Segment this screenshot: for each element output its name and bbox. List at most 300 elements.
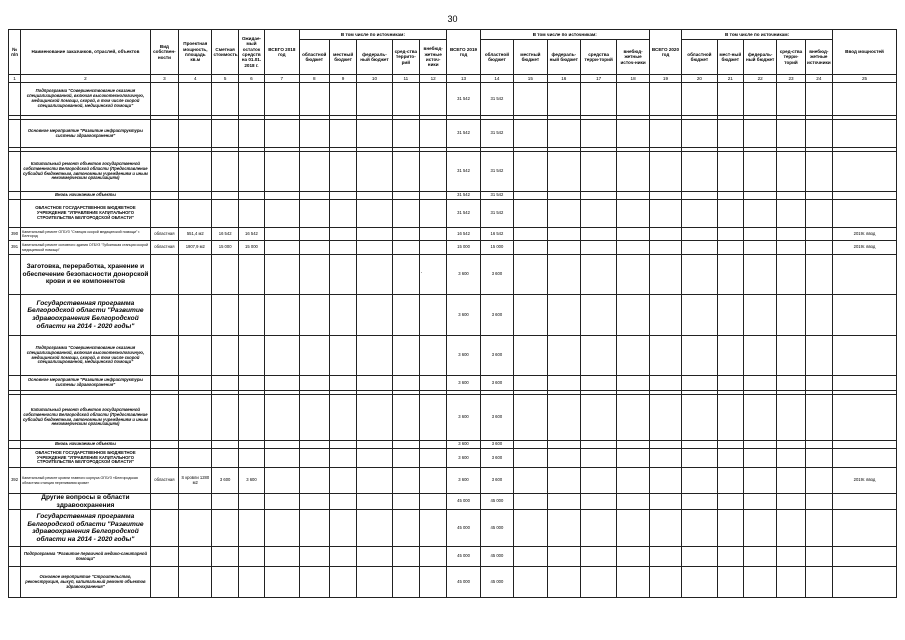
estimate-cost: 16 542 [212, 228, 238, 241]
estimate-cost: 3 600 [212, 468, 238, 494]
source-2018 [420, 567, 447, 598]
source-2020 [805, 295, 832, 336]
row-name: Государственная программа Белгородской области "Развитие здравоохранения Белгородской области на 2014 - 2020 годы" [21, 510, 151, 547]
source-2019 [580, 510, 616, 547]
row-number [9, 449, 21, 468]
source-2019 [547, 228, 580, 241]
row-number [9, 192, 21, 200]
commission [833, 255, 897, 295]
header-src: местный бюджет [329, 40, 356, 75]
ownership-type [150, 255, 178, 295]
ownership-type [150, 376, 178, 391]
capacity: 551,4 м2 [179, 228, 212, 241]
source-2020 [777, 395, 805, 441]
total-2018 [265, 152, 299, 192]
source-2018 [329, 241, 356, 255]
source-2018 [392, 192, 419, 200]
total-2018 [265, 295, 299, 336]
source-2018 [357, 200, 392, 228]
row-name: Заготовка, переработка, хранение и обеспечение безопасности донорской крови и ее компонентов [21, 255, 151, 295]
total-2019: 3 600 [447, 295, 480, 336]
source-2020 [682, 228, 717, 241]
header-src: внебюд-жетные источники [805, 40, 832, 75]
col-number: 20 [682, 75, 717, 83]
col-number: 15 [514, 75, 547, 83]
column-number-row [9, 75, 897, 83]
source-2018 [299, 395, 329, 441]
source-2018 [392, 228, 419, 241]
col-number: 12 [420, 75, 447, 83]
source-2018 [420, 336, 447, 376]
source-2018 [329, 441, 356, 449]
source-2020 [682, 200, 717, 228]
source-2018 [299, 510, 329, 547]
estimate-cost [212, 547, 238, 567]
source-2018 [357, 468, 392, 494]
commission [833, 336, 897, 376]
regional-budget-2019: 16 542 [480, 228, 513, 241]
estimate-cost [212, 510, 238, 547]
source-2018 [299, 567, 329, 598]
col-number: 1 [9, 75, 21, 83]
source-2019 [514, 441, 547, 449]
source-2018 [420, 494, 447, 510]
source-2018 [299, 468, 329, 494]
source-2018 [420, 468, 447, 494]
source-2018 [420, 152, 447, 192]
source-2020 [777, 295, 805, 336]
source-2018 [392, 83, 419, 116]
source-2020 [805, 494, 832, 510]
source-2020 [805, 395, 832, 441]
regional-budget-2019: 45 000 [480, 547, 513, 567]
header-sources-2018: В том числе по источникам: [299, 30, 447, 40]
source-2019 [514, 192, 547, 200]
total-2018 [265, 547, 299, 567]
source-2019 [547, 567, 580, 598]
row-name: ОБЛАСТНОЕ ГОСУДАРСТВЕННОЕ БЮДЖЕТНОЕ УЧРЕЖДЕНИЕ "УПРАВЛЕНИЕ КАПИТАЛЬНОГО СТРОИТЕЛЬСТВА БЕЛГОРОДСКОЙ ОБЛАСТИ" [21, 200, 151, 228]
col-number: 25 [833, 75, 897, 83]
estimate-cost [212, 192, 238, 200]
source-2018 [299, 120, 329, 148]
total-2018 [265, 200, 299, 228]
source-2018 [392, 468, 419, 494]
row-number [9, 120, 21, 148]
regional-budget-2019: 31 542 [480, 192, 513, 200]
estimate-cost [212, 494, 238, 510]
source-2019 [617, 449, 649, 468]
source-2019 [617, 200, 649, 228]
source-2019 [580, 255, 616, 295]
source-2020 [777, 567, 805, 598]
regional-budget-2019: 3 600 [480, 295, 513, 336]
source-2018 [357, 192, 392, 200]
source-2019 [580, 336, 616, 376]
source-2018 [329, 510, 356, 547]
source-2018 [329, 468, 356, 494]
source-2018 [329, 83, 356, 116]
header-src: сред-ства террито-рий [392, 40, 419, 75]
regional-budget-2019: 3 600 [480, 395, 513, 441]
source-2019 [547, 295, 580, 336]
col-number: 4 [179, 75, 212, 83]
remainder [238, 295, 264, 336]
source-2020 [777, 83, 805, 116]
total-2019: 3 600 [447, 395, 480, 441]
commission: 2019г. ввод [833, 228, 897, 241]
source-2018 [299, 192, 329, 200]
source-2018 [329, 376, 356, 391]
source-2020 [682, 510, 717, 547]
total-2019: 3 600 [447, 468, 480, 494]
commission [833, 449, 897, 468]
header-src: федераль-ный бюджет [357, 40, 392, 75]
capacity [179, 192, 212, 200]
source-2020 [743, 120, 776, 148]
source-2019 [547, 449, 580, 468]
regional-budget-2019: 45 000 [480, 510, 513, 547]
remainder [238, 376, 264, 391]
estimate-cost [212, 395, 238, 441]
row-name: Капитальный ремонт кровли главного корпуса ОГБУЗ «Белгородская областная станция переливания крови» [21, 468, 151, 494]
source-2019 [617, 120, 649, 148]
source-2018 [357, 567, 392, 598]
row-number [9, 152, 21, 192]
col-number: 24 [805, 75, 832, 83]
ownership-type: областная [150, 228, 178, 241]
total-2018 [265, 468, 299, 494]
capacity [179, 295, 212, 336]
source-2018 [357, 120, 392, 148]
row-name: Вновь начинаемые объекты [21, 441, 151, 449]
source-2020 [805, 567, 832, 598]
table-row [9, 336, 897, 376]
total-2019: 3 600 [447, 449, 480, 468]
col-number: 9 [329, 75, 356, 83]
source-2019 [617, 547, 649, 567]
source-2019 [547, 468, 580, 494]
estimate-cost [212, 449, 238, 468]
capacity [179, 83, 212, 116]
remainder [238, 152, 264, 192]
total-2020 [649, 336, 681, 376]
source-2020 [743, 295, 776, 336]
source-2018 [329, 547, 356, 567]
table-row [9, 152, 897, 192]
regional-budget-2019: 31 542 [480, 83, 513, 116]
table-row [9, 241, 897, 255]
source-2018 [392, 241, 419, 255]
source-2020 [682, 255, 717, 295]
source-2019 [580, 152, 616, 192]
source-2020 [777, 376, 805, 391]
source-2020 [743, 376, 776, 391]
source-2019 [580, 441, 616, 449]
source-2019 [617, 295, 649, 336]
ownership-type [150, 120, 178, 148]
source-2020 [743, 228, 776, 241]
source-2020 [805, 241, 832, 255]
source-2020 [717, 567, 743, 598]
source-2020 [777, 336, 805, 376]
total-2019: 3 600 [447, 255, 480, 295]
header-src: областной бюджет [480, 40, 513, 75]
estimate-cost [212, 567, 238, 598]
source-2018 [299, 494, 329, 510]
header-src: внебюд-жетные источ-ники [617, 40, 649, 75]
row-number [9, 441, 21, 449]
source-2020 [717, 120, 743, 148]
budget-table [8, 29, 897, 598]
estimate-cost [212, 441, 238, 449]
total-2020 [649, 228, 681, 241]
source-2020 [682, 152, 717, 192]
commission [833, 192, 897, 200]
row-name: Основное мероприятие "Развитие инфраструктуры системы здравоохранения" [21, 376, 151, 391]
total-2019: 3 600 [447, 376, 480, 391]
row-number: 391 [9, 241, 21, 255]
source-2020 [805, 547, 832, 567]
source-2018 [329, 228, 356, 241]
row-number [9, 547, 21, 567]
source-2020 [743, 395, 776, 441]
source-2018 [299, 449, 329, 468]
row-name: Государственная программа Белгородской области "Развитие здравоохранения Белгородской области на 2014 - 2020 годы" [21, 295, 151, 336]
source-2019 [617, 494, 649, 510]
source-2020 [682, 241, 717, 255]
total-2020 [649, 192, 681, 200]
source-2018 [329, 449, 356, 468]
source-2019 [580, 241, 616, 255]
source-2018 [420, 376, 447, 391]
source-2019 [547, 152, 580, 192]
table-row [9, 547, 897, 567]
total-2019: 45 000 [447, 510, 480, 547]
header-src: сред-ства терри-торий [777, 40, 805, 75]
source-2020 [805, 376, 832, 391]
col-number: 11 [392, 75, 419, 83]
source-2018 [357, 376, 392, 391]
source-2018 [420, 120, 447, 148]
source-2018 [420, 395, 447, 441]
ownership-type [150, 494, 178, 510]
source-2019 [514, 468, 547, 494]
row-name: Подпрограмма "Совершенствование оказания специализированной, включая высокотехнологичную, медицинской помощи, скорой, в том числе скорой специализированной, медицинской помощи" [21, 336, 151, 376]
source-2019 [617, 336, 649, 376]
source-2020 [682, 295, 717, 336]
col-number: 18 [617, 75, 649, 83]
commission [833, 510, 897, 547]
source-2018 [357, 152, 392, 192]
source-2019 [580, 228, 616, 241]
table-row [9, 395, 897, 441]
commission: 2019г. ввод [833, 468, 897, 494]
source-2019 [514, 83, 547, 116]
source-2020 [743, 449, 776, 468]
estimate-cost [212, 83, 238, 116]
source-2019 [514, 200, 547, 228]
regional-budget-2019: 45 000 [480, 567, 513, 598]
table-row [9, 120, 897, 148]
source-2018 [392, 255, 419, 295]
source-2020 [805, 152, 832, 192]
row-number [9, 83, 21, 116]
source-2020 [777, 255, 805, 295]
source-2020 [743, 255, 776, 295]
total-2020 [649, 255, 681, 295]
col-number: 22 [743, 75, 776, 83]
source-2019 [580, 83, 616, 116]
capacity [179, 200, 212, 228]
table-row [9, 468, 897, 494]
col-number: 16 [547, 75, 580, 83]
source-2020 [717, 547, 743, 567]
total-2020 [649, 83, 681, 116]
source-2020 [805, 468, 832, 494]
ownership-type [150, 547, 178, 567]
source-2020 [682, 449, 717, 468]
source-2020 [805, 228, 832, 241]
regional-budget-2019: 31 542 [480, 120, 513, 148]
source-2018 [392, 152, 419, 192]
source-2020 [717, 228, 743, 241]
source-2018 [299, 152, 329, 192]
source-2019 [547, 395, 580, 441]
header-total-2018: ВСЕГО 2018 год [265, 30, 299, 75]
ownership-type [150, 567, 178, 598]
table-row [9, 192, 897, 200]
source-2019 [580, 449, 616, 468]
source-2020 [717, 241, 743, 255]
source-2020 [682, 494, 717, 510]
commission [833, 547, 897, 567]
source-2019 [617, 441, 649, 449]
total-2020 [649, 395, 681, 441]
remainder [238, 83, 264, 116]
col-number: 21 [717, 75, 743, 83]
regional-budget-2019: 3 600 [480, 449, 513, 468]
source-2020 [682, 395, 717, 441]
source-2018 [392, 547, 419, 567]
total-2018 [265, 494, 299, 510]
source-2018 [357, 449, 392, 468]
source-2018 [420, 83, 447, 116]
total-2019: 31 542 [447, 120, 480, 148]
total-2018 [265, 449, 299, 468]
ownership-type [150, 83, 178, 116]
source-2019 [514, 395, 547, 441]
estimate-cost [212, 120, 238, 148]
source-2019 [580, 192, 616, 200]
capacity [179, 255, 212, 295]
commission [833, 494, 897, 510]
source-2018 [392, 395, 419, 441]
row-name: Основное мероприятие "Развитие инфраструктуры системы здравоохранения" [21, 120, 151, 148]
table-row [9, 376, 897, 391]
table-row [9, 255, 897, 295]
commission: 2019г. ввод [833, 241, 897, 255]
source-2019 [580, 295, 616, 336]
regional-budget-2019: 31 542 [480, 152, 513, 192]
source-2019 [547, 376, 580, 391]
remainder [238, 567, 264, 598]
row-name: Капитальный ремонт объектов государственной собственности Белгородской области (Предоставление субсидий бюджетным, автономным учреждениям и иным некоммерческим организациям) [21, 395, 151, 441]
source-2019 [580, 494, 616, 510]
header-sources-2019: В том числе по источникам: [480, 30, 649, 40]
source-2020 [777, 120, 805, 148]
total-2018 [265, 120, 299, 148]
source-2020 [805, 83, 832, 116]
source-2019 [547, 494, 580, 510]
ownership-type [150, 510, 178, 547]
table-row [9, 449, 897, 468]
source-2018 [357, 241, 392, 255]
source-2020 [805, 120, 832, 148]
source-2019 [580, 120, 616, 148]
total-2019: 31 542 [447, 200, 480, 228]
source-2020 [743, 192, 776, 200]
remainder [238, 120, 264, 148]
source-2019 [617, 83, 649, 116]
row-number [9, 295, 21, 336]
source-2019 [514, 255, 547, 295]
source-2019 [617, 468, 649, 494]
row-name: ОБЛАСТНОЕ ГОСУДАРСТВЕННОЕ БЮДЖЕТНОЕ УЧРЕЖДЕНИЕ "УПРАВЛЕНИЕ КАПИТАЛЬНОГО СТРОИТЕЛЬСТВА БЕЛГОРОДСКОЙ ОБЛАСТИ" [21, 449, 151, 468]
ownership-type [150, 200, 178, 228]
source-2018 [329, 295, 356, 336]
table-row [9, 200, 897, 228]
total-2020 [649, 547, 681, 567]
total-2018 [265, 228, 299, 241]
source-2020 [717, 395, 743, 441]
source-2020 [805, 192, 832, 200]
total-2020 [649, 468, 681, 494]
total-2019: 16 542 [447, 228, 480, 241]
source-2018 [299, 255, 329, 295]
col-number: 3 [150, 75, 178, 83]
source-2018 [357, 336, 392, 376]
capacity [179, 547, 212, 567]
source-2019 [514, 449, 547, 468]
source-2020 [717, 295, 743, 336]
source-2020 [682, 120, 717, 148]
source-2020 [805, 449, 832, 468]
table-row [9, 567, 897, 598]
source-2018: ' [420, 255, 447, 295]
source-2020 [777, 200, 805, 228]
source-2020 [743, 494, 776, 510]
source-2018 [357, 255, 392, 295]
total-2020 [649, 494, 681, 510]
source-2018 [329, 494, 356, 510]
source-2020 [682, 192, 717, 200]
total-2019: 31 542 [447, 152, 480, 192]
table-row [9, 83, 897, 116]
regional-budget-2019: 45 000 [480, 494, 513, 510]
source-2018 [392, 376, 419, 391]
source-2018 [420, 449, 447, 468]
source-2019 [547, 441, 580, 449]
total-2019: 45 000 [447, 567, 480, 598]
source-2020 [743, 510, 776, 547]
estimate-cost [212, 255, 238, 295]
source-2020 [717, 376, 743, 391]
table-row [9, 494, 897, 510]
header-src: мест-ный бюджет [717, 40, 743, 75]
row-name: Капитальный ремонт ОГБУЗ "Станция скорой медицинской помощи" г. Белгород [21, 228, 151, 241]
capacity [179, 441, 212, 449]
source-2019 [617, 395, 649, 441]
